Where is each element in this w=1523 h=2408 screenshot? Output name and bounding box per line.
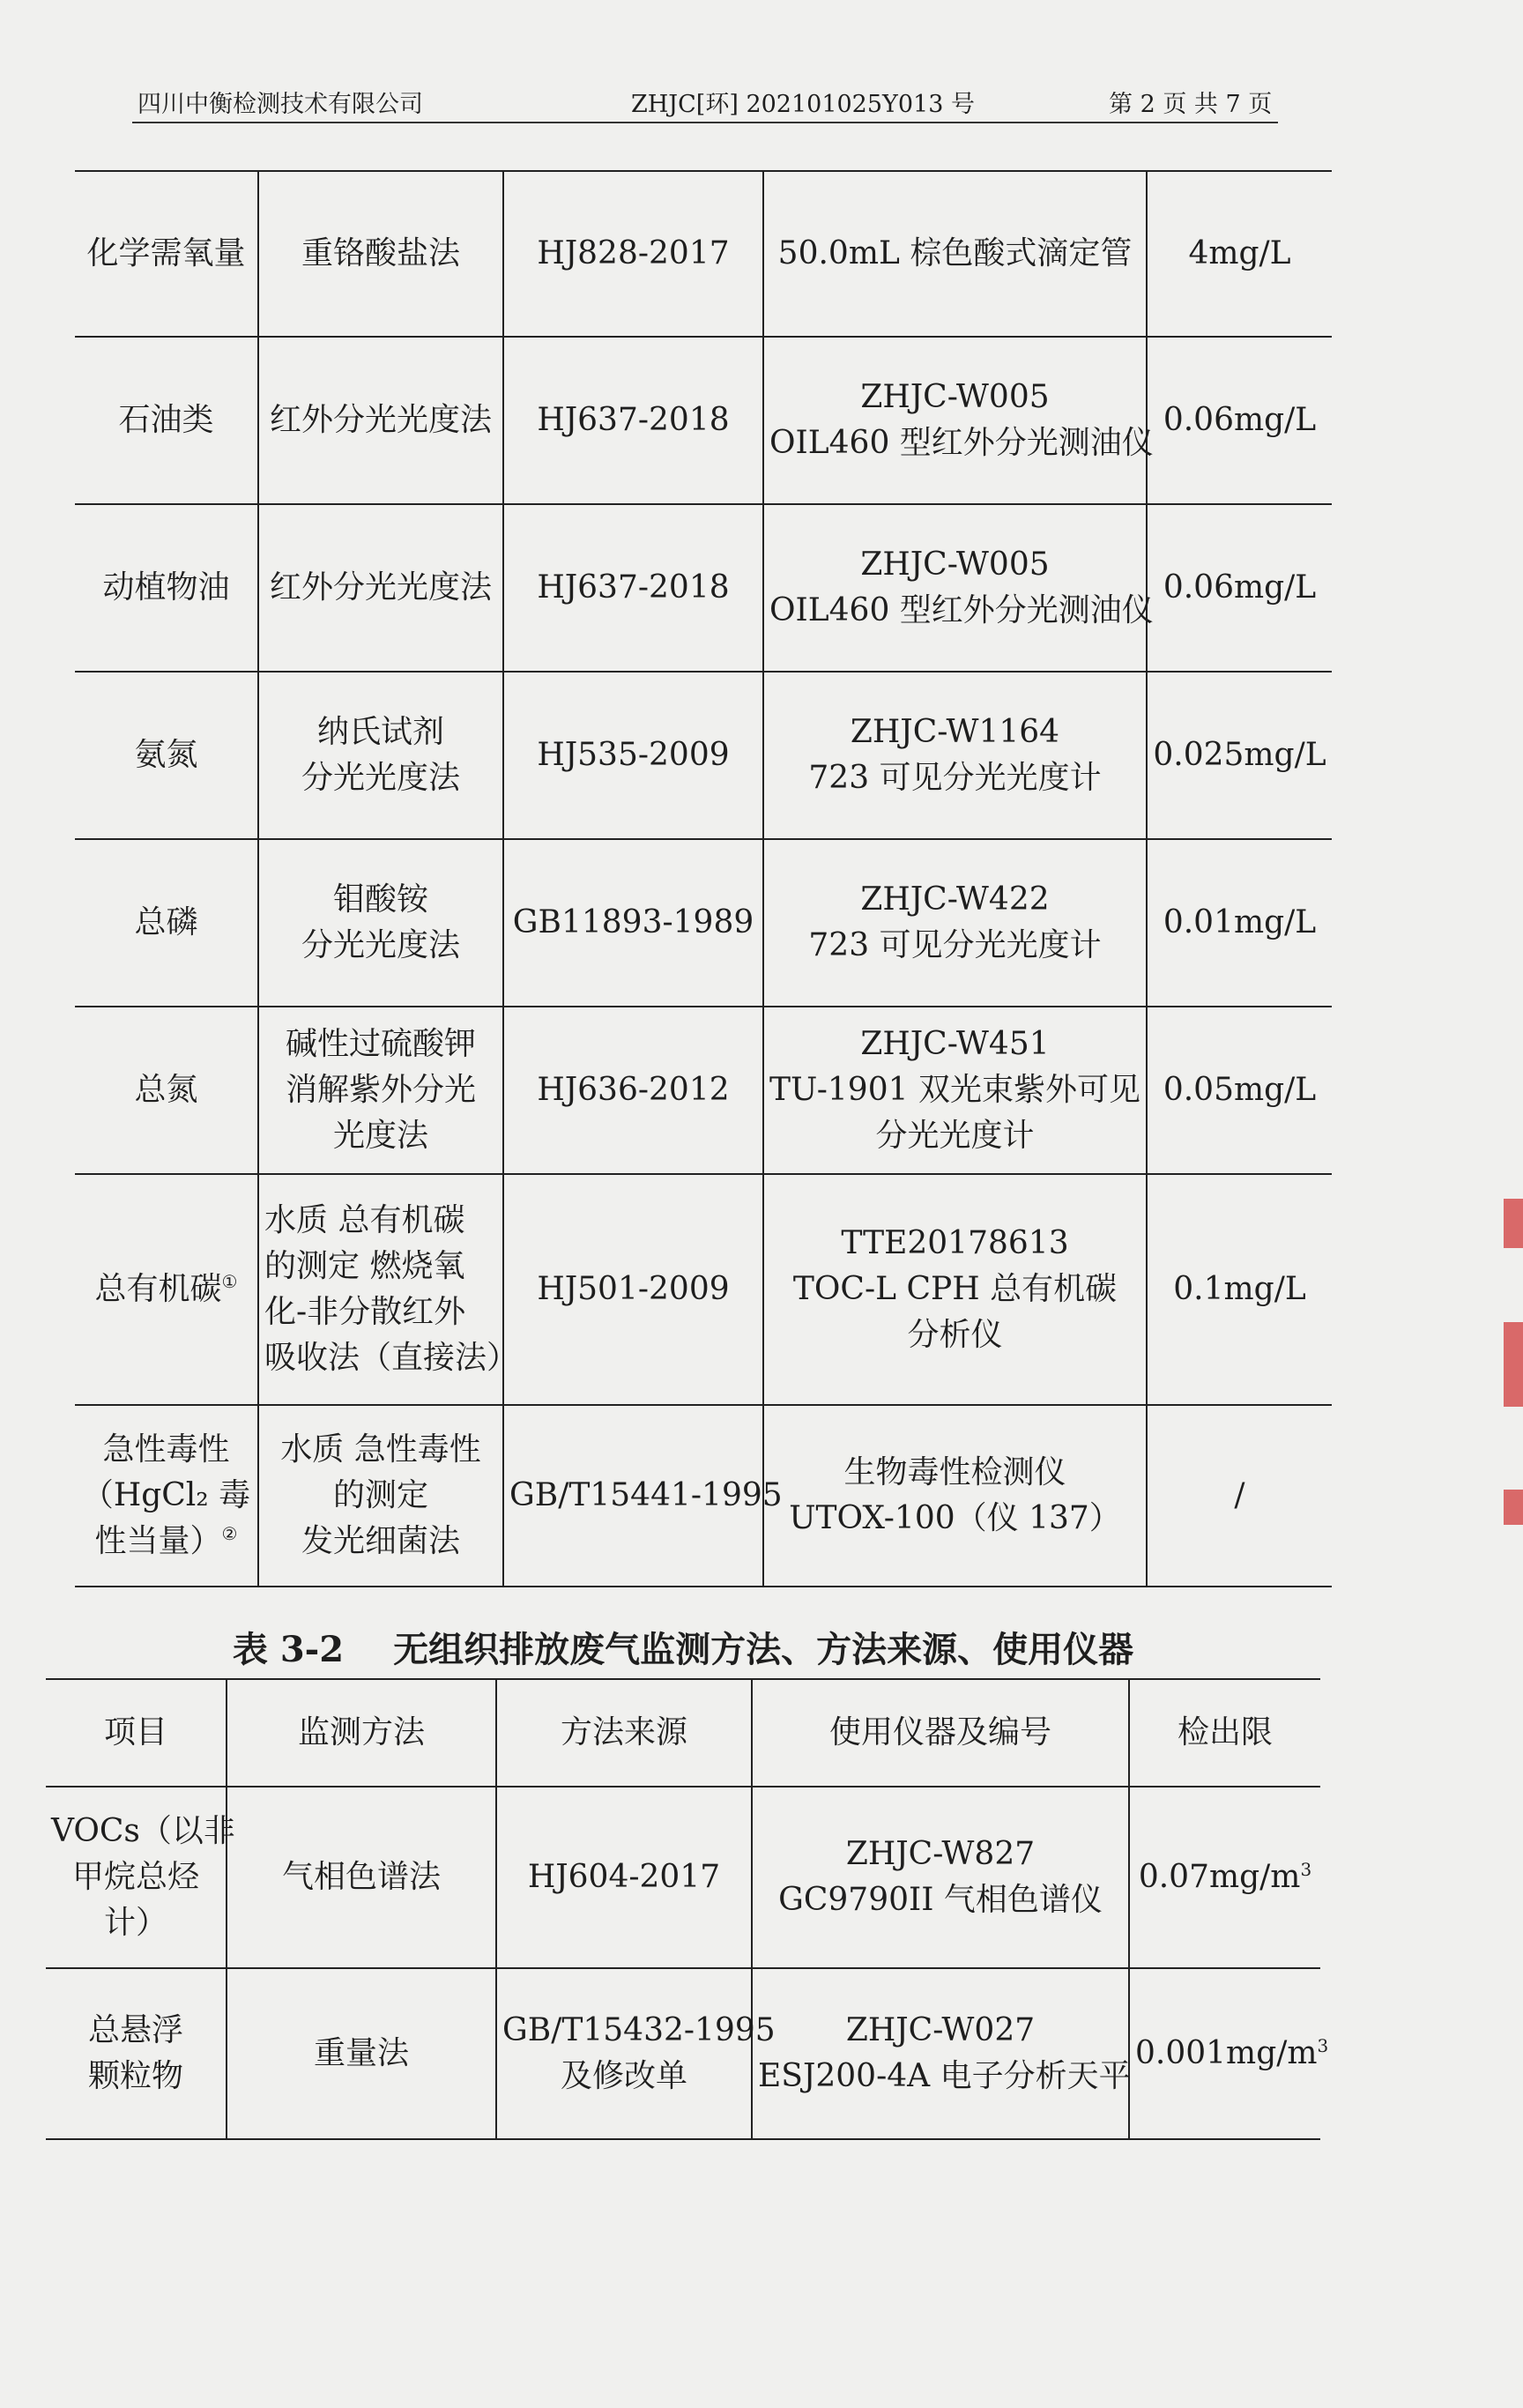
unit-exponent: 3: [1317, 2034, 1329, 2056]
source-cell-line: 及修改单: [560, 2058, 687, 2094]
source-cell: [503, 1174, 763, 1405]
column-header: 使用仪器及编号: [752, 1679, 1129, 1787]
source-cell-line: GB11893-1989: [512, 903, 754, 940]
table-3-2-caption: [53, 1622, 1313, 1672]
instrument-cell: [763, 672, 1147, 839]
source-cell-line: GB/T15441-1995: [509, 1476, 783, 1513]
table-row: [75, 504, 1332, 672]
instrument-cell: [752, 1787, 1129, 1968]
company-name: 四川中衡检测技术有限公司: [137, 91, 423, 118]
table-row: [75, 1007, 1332, 1174]
limit-cell: [1147, 504, 1332, 672]
table-row: [75, 672, 1332, 839]
table-header-row: [46, 1679, 1320, 1787]
source-cell-line: HJ501-2009: [537, 1270, 730, 1307]
source-cell: [496, 1968, 776, 2139]
instrument-cell: [763, 1007, 1147, 1174]
instrument-cell-line: GC9790II 气相色谱仪: [778, 1882, 1103, 1918]
instrument-cell-line: ZHJC-W422: [860, 881, 1050, 918]
monitoring-method-table-water: [75, 170, 1332, 1587]
limit-cell: [1147, 839, 1332, 1007]
item-cell-line: 总磷: [134, 903, 198, 940]
column-header: 项目: [46, 1679, 227, 1787]
footnote-mark: ①: [221, 1270, 238, 1292]
unit-exponent: 3: [1300, 1858, 1312, 1880]
method-cell: [258, 672, 503, 839]
item-cell-line: （HgCl₂ 毒: [81, 1476, 251, 1513]
instrument-cell: [763, 171, 1147, 337]
seal-stamp-fragment: [1504, 1322, 1523, 1407]
limit-cell-line: 0.06mg/L: [1163, 401, 1317, 438]
instrument-cell-line: 723 可见分光光度计: [808, 760, 1102, 796]
method-cell-line: 红外分光光度法: [269, 569, 492, 606]
table-3-2-number: 表 3-2: [232, 1629, 345, 1670]
column-header: 检出限: [1129, 1679, 1320, 1787]
limit-cell: [1147, 337, 1332, 504]
source-cell-line: HJ637-2018: [537, 569, 730, 606]
limit-cell: [1147, 1007, 1332, 1174]
instrument-cell-line: TOC-L CPH 总有机碳: [792, 1270, 1118, 1307]
instrument-cell-line: TU-1901 双光束紫外可见: [769, 1071, 1140, 1108]
limit-value: 0.07mg/m: [1138, 1858, 1301, 1895]
method-cell: [258, 504, 503, 672]
table-3-2-title: 无组织排放废气监测方法、方法来源、使用仪器: [393, 1629, 1134, 1670]
item-cell-line: 总悬浮: [87, 2011, 183, 2048]
source-cell: [503, 171, 763, 337]
method-cell-line: 消解紫外分光: [285, 1071, 476, 1108]
table-row: [46, 1968, 1320, 2139]
method-cell: [227, 1968, 496, 2139]
limit-cell-line: 0.1mg/L: [1173, 1270, 1306, 1307]
method-cell-line: 光度法: [332, 1118, 428, 1155]
page-header: [132, 85, 1278, 120]
instrument-cell: [763, 1174, 1147, 1405]
source-cell: [503, 672, 763, 839]
source-cell-line: HJ604-2017: [527, 1858, 721, 1895]
item-cell: [75, 504, 258, 672]
report-number: ZHJC[环] 202101025Y013 号: [631, 91, 975, 118]
method-cell-line: 水质 急性毒性: [280, 1431, 481, 1468]
column-header: 监测方法: [227, 1679, 496, 1787]
method-cell: [258, 337, 503, 504]
source-cell-line: HJ637-2018: [537, 401, 730, 438]
method-cell-line: 气相色谱法: [281, 1858, 441, 1895]
page-number: 第 2 页 共 7 页: [1109, 91, 1273, 118]
method-cell-line: 碱性过硫酸钾: [285, 1025, 476, 1062]
table-row: [75, 1174, 1332, 1405]
item-cell-line: 颗粒物: [87, 2058, 183, 2094]
header-rule: [132, 122, 1278, 123]
item-cell-line: 急性毒性: [102, 1431, 230, 1468]
item-cell: [75, 171, 258, 337]
table-row: [75, 337, 1332, 504]
seal-stamp-fragment: [1504, 1490, 1523, 1525]
limit-value: 0.001mg/m: [1135, 2034, 1318, 2071]
instrument-cell-line: ZHJC-W005: [860, 378, 1050, 415]
method-cell: [258, 171, 503, 337]
column-header: 方法来源: [496, 1679, 752, 1787]
instrument-cell: [763, 839, 1147, 1007]
limit-cell: [1129, 1968, 1329, 2139]
item-cell-line: 甲烷总烃: [71, 1858, 199, 1895]
method-cell: [227, 1787, 496, 1968]
item-cell: [75, 337, 258, 504]
source-cell-line: HJ636-2012: [537, 1071, 730, 1108]
instrument-cell-line: ZHJC-W027: [845, 2011, 1036, 2048]
method-cell-line: 的测定 燃烧氧: [264, 1247, 465, 1284]
item-cell-line: VOCs（以非: [51, 1812, 235, 1849]
method-cell-line: 纳氏试剂: [316, 713, 444, 750]
source-cell: [503, 337, 763, 504]
method-cell: [258, 839, 503, 1007]
limit-cell: [1147, 1174, 1332, 1405]
seal-stamp-fragment: [1504, 1199, 1523, 1248]
item-cell-line: 氨氮: [134, 736, 198, 773]
source-cell: [503, 504, 763, 672]
item-cell-line: 总氮: [134, 1071, 198, 1108]
item-cell: [46, 1968, 227, 2139]
limit-cell-line: 0.01mg/L: [1163, 903, 1317, 940]
instrument-cell: [763, 504, 1154, 672]
limit-cell: [1147, 1405, 1332, 1587]
instrument-cell-line: ZHJC-W451: [860, 1025, 1050, 1062]
source-cell: [496, 1787, 752, 1968]
method-cell: [258, 1007, 503, 1174]
instrument-cell-line: OIL460 型红外分光测油仪: [769, 592, 1154, 628]
table-row: [75, 171, 1332, 337]
source-cell: [503, 1405, 783, 1587]
item-cell-line: 总有机碳①: [94, 1270, 238, 1307]
item-cell: [75, 672, 258, 839]
limit-cell-line: /: [1234, 1476, 1245, 1513]
limit-cell: [1147, 672, 1332, 839]
item-cell-line: 性当量）②: [94, 1523, 238, 1560]
monitoring-method-table-air: [46, 1678, 1329, 2140]
table-row: [75, 1405, 1332, 1587]
method-cell-line: 红外分光光度法: [269, 401, 492, 438]
source-cell-line: GB/T15432-1995: [502, 2011, 776, 2048]
method-cell-line: 吸收法（直接法）: [264, 1340, 519, 1377]
source-cell: [503, 1007, 763, 1174]
source-cell-line: HJ828-2017: [537, 234, 730, 271]
item-cell: [46, 1787, 235, 1968]
instrument-cell-line: 723 可见分光光度计: [808, 927, 1102, 963]
item-cell-line: 化学需氧量: [86, 234, 246, 271]
instrument-cell-line: UTOX-100（仪 137）: [789, 1500, 1121, 1536]
instrument-cell-line: ZHJC-W005: [860, 546, 1050, 583]
item-cell: [75, 1174, 258, 1405]
method-cell-line: 分光光度法: [301, 760, 460, 796]
instrument-cell: [763, 1405, 1147, 1587]
limit-cell: [1147, 171, 1332, 337]
instrument-cell-line: TTE20178613: [841, 1224, 1069, 1261]
method-cell-line: 分光光度法: [301, 927, 460, 963]
table-row: [46, 1787, 1320, 1968]
instrument-cell-line: 分析仪: [907, 1317, 1003, 1354]
instrument-cell-line: 分光光度计: [875, 1118, 1035, 1155]
item-cell-line: 计）: [103, 1905, 167, 1942]
item-cell-line: 石油类: [118, 401, 214, 438]
method-cell-line: 化-非分散红外: [264, 1294, 466, 1330]
item-cell: [75, 1405, 258, 1587]
method-cell-line: 的测定: [332, 1476, 428, 1513]
source-cell: [503, 839, 763, 1007]
limit-cell: [1129, 1787, 1320, 1968]
instrument-cell-line: OIL460 型红外分光测油仪: [769, 425, 1154, 461]
item-cell: [75, 839, 258, 1007]
instrument-cell-line: 50.0mL 棕色酸式滴定管: [777, 234, 1133, 271]
method-cell-line: 重量法: [313, 2034, 409, 2071]
item-cell: [75, 1007, 258, 1174]
limit-cell-line: 0.025mg/L: [1153, 736, 1326, 773]
source-cell-line: HJ535-2009: [537, 736, 730, 773]
limit-cell-line: 0.05mg/L: [1163, 1071, 1317, 1108]
instrument-cell-line: ESJ200-4A 电子分析天平: [758, 2058, 1131, 2094]
item-cell-line: 动植物油: [102, 569, 230, 606]
limit-cell-line: 0.06mg/L: [1163, 569, 1317, 606]
method-cell: [258, 1405, 503, 1587]
instrument-cell-line: 生物毒性检测仪: [843, 1453, 1066, 1490]
instrument-cell: [763, 337, 1154, 504]
method-cell-line: 钼酸铵: [332, 881, 428, 918]
method-cell-line: 发光细菌法: [301, 1523, 460, 1560]
limit-cell-line: 4mg/L: [1188, 234, 1291, 271]
footnote-mark: ②: [221, 1523, 238, 1545]
method-cell-line: 水质 总有机碳: [264, 1201, 465, 1238]
instrument-cell-line: ZHJC-W827: [845, 1835, 1036, 1872]
table-row: [75, 839, 1332, 1007]
method-cell: [258, 1174, 519, 1405]
method-cell-line: 重铬酸盐法: [301, 234, 460, 271]
instrument-cell: [752, 1968, 1129, 2139]
instrument-cell-line: ZHJC-W1164: [850, 713, 1060, 750]
